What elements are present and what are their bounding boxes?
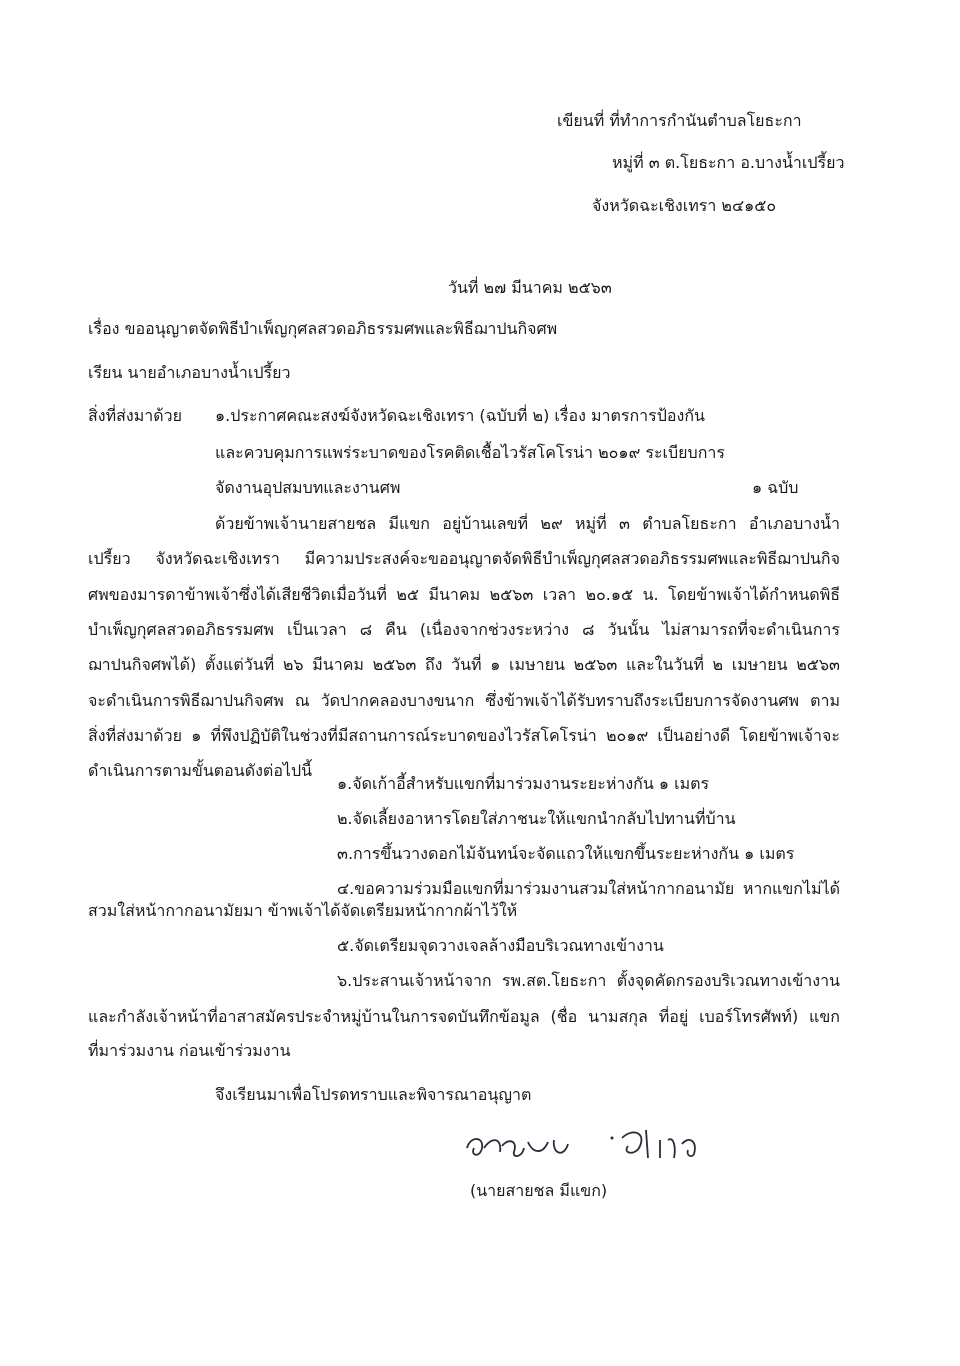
enclosure-line: ๑.ประกาศคณะสงฆ์จังหวัดฉะเชิงเทรา (ฉบับที่ ๒) เรื่อง มาตรการป้องกัน — [215, 406, 705, 425]
step-6-continued: ที่มาร่วมงาน ก่อนเข้าร่วมงาน — [88, 1041, 291, 1060]
step-3: ๓.การขึ้นวางดอกไม้จันทน์จะจัดแถวให้แขกขึ้นระยะห่างกัน ๑ เมตร — [337, 844, 795, 863]
enclosure-count: ๑ ฉบับ — [752, 478, 799, 497]
step-4-continued: สวมใส่หน้ากากอนามัยมา ข้าพเจ้าได้จัดเตรียมหน้ากากผ้าไว้ให้ — [88, 901, 518, 920]
enclosure-label: สิ่งที่ส่งมาด้วย — [88, 406, 182, 425]
body-line: ด้วยข้าพเจ้านายสายชล มีแขก อยู่บ้านเลขที่ ๒๙ หมู่ที่ ๓ ตำบลโยธะกา อำเภอบางน้ำ — [215, 514, 840, 533]
body-line: จะดำเนินการพิธีฌาปนกิจศพ ณ วัดปากคลองบางขนาก ซึ่งข้าพเจ้าได้รับทราบถึงระเบียบการจัดงานศพ ตาม — [88, 691, 840, 710]
closing: จึงเรียนมาเพื่อโปรดทราบและพิจารณาอนุญาต — [215, 1085, 532, 1104]
step-5: ๕.จัดเตรียมจุดวางเจลล้างมือบริเวณทางเข้างาน — [337, 936, 664, 955]
step-1: ๑.จัดเก้าอี้สำหรับแขกที่มาร่วมงานระยะห่างกัน ๑ เมตร — [337, 774, 710, 793]
body-line: เปรี้ยว จังหวัดฉะเชิงเทรา มีความประสงค์จะขออนุญาตจัดพิธีบำเพ็ญกุศลสวดอภิธรรมศพและพิธีฌาปนกิจ — [88, 549, 840, 568]
step-2: ๒.จัดเลี้ยงอาหารโดยใส่ภาชนะให้แขกนำกลับไปทานที่บ้าน — [337, 809, 736, 828]
handwritten-signature — [462, 1118, 742, 1168]
address-line-1: เขียนที่ ที่ทำการกำนันตำบลโยธะกา — [557, 111, 802, 130]
body-line: สิ่งที่ส่งมาด้วย ๑ ที่พึงปฏิบัติในช่วงที่มีสถานการณ์ระบาดของไวรัสโคโรน่า ๒๐๑๙ เป็นอย่างดี โดยข้าพเจ้าจะ — [88, 726, 840, 745]
body-line: ดำเนินการตามขั้นตอนดังต่อไปนี้ — [88, 761, 313, 780]
step-6-continued: และกำลังเจ้าหน้าที่อาสาสมัครประจำหมู่บ้านในการจดบันทึกข้อมูล (ชื่อ นามสกุล ที่อยู่ เบอร์โทรศัพท์) แขก — [88, 1007, 840, 1026]
subject: เรื่อง ขออนุญาตจัดพิธีบำเพ็ญกุศลสวดอภิธรรมศพและพิธีฌาปนกิจศพ — [88, 319, 558, 338]
step-6: ๖.ประสานเจ้าหน้าจาก รพ.สต.โยธะกา ตั้งจุดคัดกรองบริเวณทางเข้างาน — [337, 971, 840, 990]
address-line-3: จังหวัดฉะเชิงเทรา ๒๔๑๕๐ — [592, 196, 777, 215]
body-line: ศพของมารดาข้าพเจ้าซึ่งได้เสียชีวิตเมื่อวันที่ ๒๕ มีนาคม ๒๕๖๓ เวลา ๒๐.๑๕ น. โดยข้าพเจ้าได้กำหนดพิธี — [88, 585, 840, 604]
body-line: บำเพ็ญกุศลสวดอภิธรรมศพ เป็นเวลา ๘ คืน (เนื่องจากช่วงระหว่าง ๘ วันนั้น ไม่สามารถที่จะดำเนินการ — [88, 620, 840, 639]
letter-date: วันที่ ๒๗ มีนาคม ๒๕๖๓ — [448, 278, 612, 297]
salutation: เรียน นายอำเภอบางน้ำเปรี้ยว — [88, 363, 291, 382]
step-4: ๔.ขอความร่วมมือแขกที่มาร่วมงานสวมใส่หน้ากากอนามัย หากแขกไม่ได้ — [337, 879, 840, 898]
signer-name: (นายสายชล มีแขก) — [470, 1181, 608, 1200]
address-line-2: หมู่ที่ ๓ ต.โยธะกา อ.บางน้ำเปรี้ยว — [612, 153, 845, 172]
enclosure-line: จัดงานอุปสมบทและงานศพ — [215, 478, 401, 497]
body-line: ฌาปนกิจศพได้) ตั้งแต่วันที่ ๒๖ มีนาคม ๒๕๖๓ ถึง วันที่ ๑ เมษายน ๒๕๖๓ และในวันที่ ๒ เมษายน ๒๕๖๓ — [88, 655, 840, 674]
enclosure-line: และควบคุมการแพร่ระบาดของโรคติดเชื้อไวรัสโคโรน่า ๒๐๑๙ ระเบียบการ — [215, 443, 725, 462]
